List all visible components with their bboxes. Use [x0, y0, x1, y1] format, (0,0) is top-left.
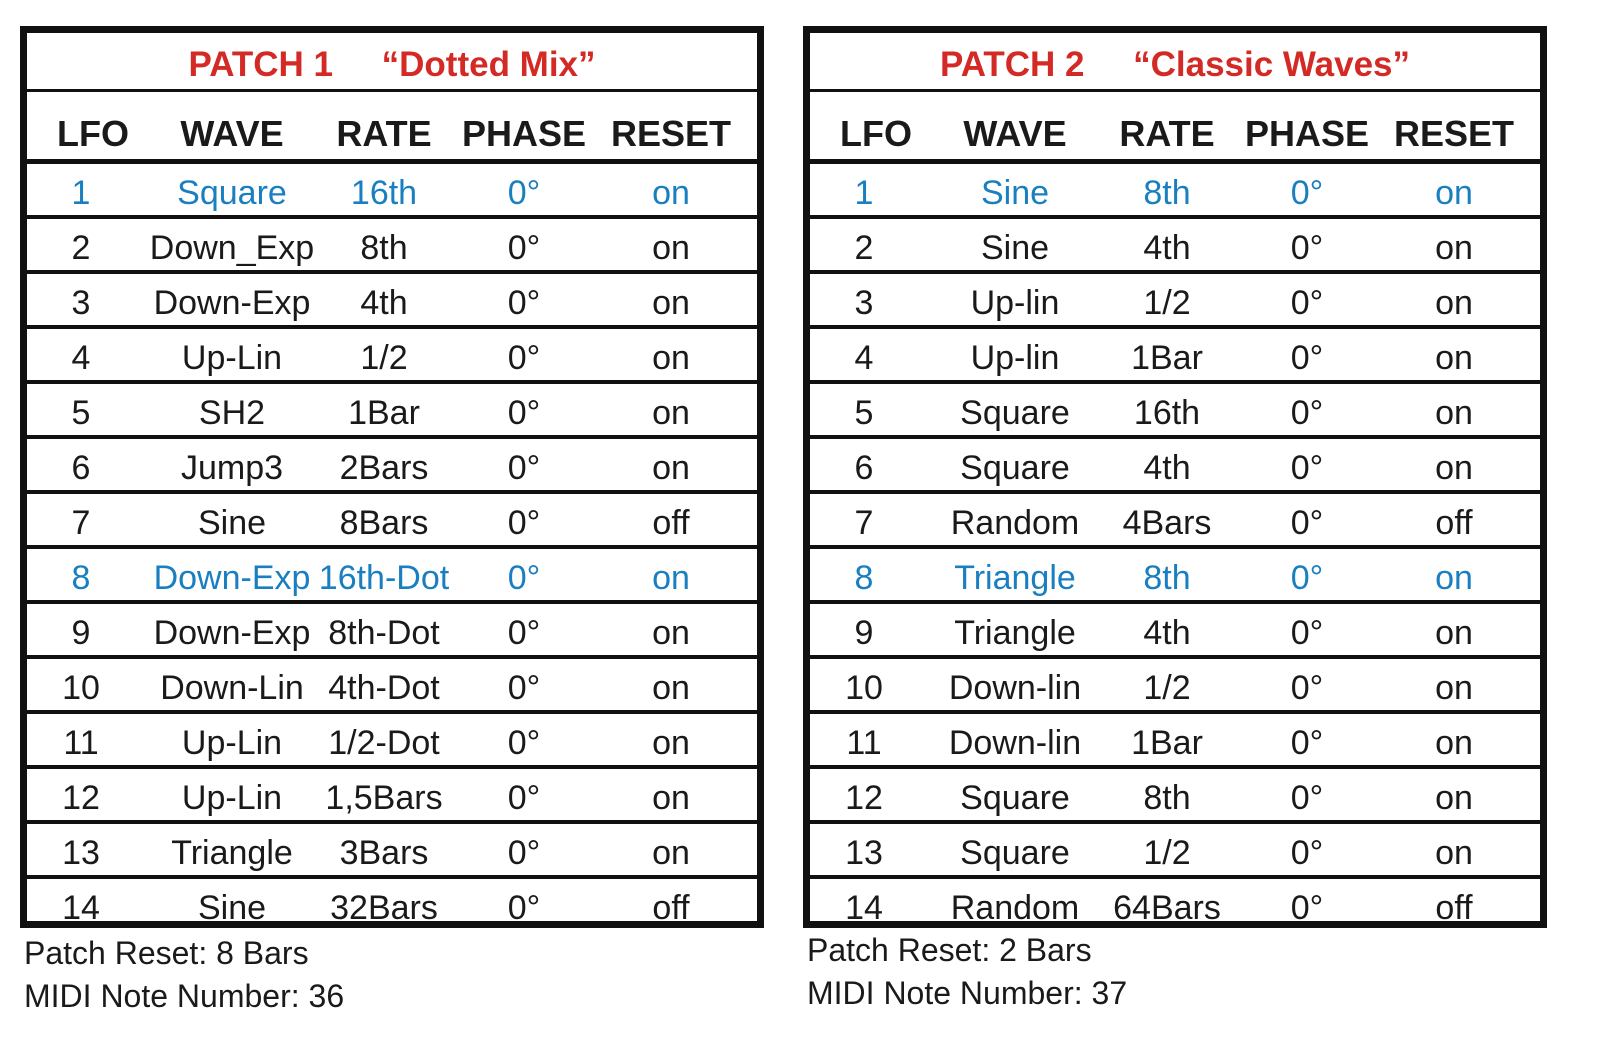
table-row — [27, 219, 757, 274]
table-row — [810, 274, 1540, 329]
rate-cell: 1Bar — [1131, 724, 1203, 762]
phase-cell: 0° — [507, 834, 541, 872]
patch-2-table — [803, 26, 1547, 928]
rate-cell: 1/2-Dot — [328, 724, 440, 762]
wave-cell: Triangle — [171, 834, 293, 872]
lfo-cell: 3 — [854, 284, 874, 322]
lfo-cell: 14 — [845, 889, 883, 927]
col-header-wave: WAVE — [180, 113, 284, 154]
table-row — [27, 439, 757, 494]
rate-cell: 16th — [1133, 394, 1201, 432]
table-row — [27, 329, 757, 384]
phase-cell: 0° — [507, 724, 541, 762]
phase-cell: 0° — [507, 779, 541, 817]
rate-cell: 8Bars — [339, 504, 429, 542]
rate-cell: 8th-Dot — [328, 614, 440, 652]
wave-cell: Square — [960, 779, 1070, 817]
table-row — [27, 714, 757, 769]
lfo-cell: 2 — [71, 229, 91, 267]
reset-cell: on — [1435, 669, 1473, 707]
wave-cell: Down-lin — [948, 669, 1082, 707]
rate-cell: 4th-Dot — [328, 669, 440, 707]
phase-cell: 0° — [507, 889, 541, 927]
lfo-cell: 5 — [71, 394, 91, 432]
lfo-cell: 11 — [846, 724, 882, 762]
rate-cell: 1/2 — [1143, 284, 1191, 322]
wave-cell: Up-lin — [970, 339, 1060, 377]
phase-cell: 0° — [507, 669, 541, 707]
reset-cell: on — [652, 394, 690, 432]
wave-cell: Triangle — [954, 614, 1076, 652]
patch-1-midi-note: MIDI Note Number: 36 — [24, 978, 345, 1014]
wave-cell: Down-Exp — [153, 284, 311, 322]
wave-cell: Square — [960, 394, 1070, 432]
rate-cell: 1/2 — [1143, 834, 1191, 872]
reset-cell: on — [652, 284, 690, 322]
col-header-phase: PHASE — [1244, 113, 1370, 154]
reset-cell: on — [1435, 614, 1473, 652]
reset-cell: off — [652, 889, 690, 927]
phase-cell: 0° — [1290, 614, 1324, 652]
col-header-wave: WAVE — [963, 113, 1067, 154]
reset-cell: on — [1435, 394, 1473, 432]
lfo-cell: 7 — [854, 504, 874, 542]
wave-cell: Square — [960, 449, 1070, 487]
phase-cell: 0° — [1290, 669, 1324, 707]
col-header-reset: RESET — [610, 113, 732, 154]
phase-cell: 0° — [507, 559, 541, 597]
reset-cell: on — [652, 559, 690, 597]
lfo-cell: 3 — [71, 284, 91, 322]
rate-cell: 4th — [1143, 449, 1191, 487]
phase-cell: 0° — [1290, 284, 1324, 322]
lfo-cell: 1 — [71, 174, 91, 212]
col-header-phase: PHASE — [461, 113, 587, 154]
reset-cell: on — [1435, 724, 1473, 762]
patch-1-title: PATCH 1 “Dotted Mix” — [27, 33, 757, 92]
lfo-cell: 11 — [63, 724, 99, 762]
lfo-cell: 6 — [71, 449, 91, 487]
wave-cell: Sine — [197, 889, 267, 927]
col-header-lfo: LFO — [840, 113, 912, 154]
patch-1-table — [20, 26, 764, 928]
table-row — [810, 659, 1540, 714]
phase-cell: 0° — [507, 614, 541, 652]
col-header-rate: RATE — [336, 113, 432, 154]
reset-cell: off — [1435, 504, 1473, 542]
reset-cell: on — [652, 339, 690, 377]
phase-cell: 0° — [1290, 889, 1324, 927]
lfo-cell: 7 — [71, 504, 91, 542]
table-row — [810, 329, 1540, 384]
rate-cell: 3Bars — [339, 834, 429, 872]
reset-cell: off — [1435, 889, 1473, 927]
lfo-cell: 9 — [854, 614, 874, 652]
table-row — [27, 604, 757, 659]
wave-cell: Down_Exp — [149, 229, 315, 267]
patch-1-panel — [20, 26, 764, 1014]
lfo-cell: 10 — [62, 669, 100, 707]
wave-cell: Down-Exp — [153, 614, 311, 652]
rate-cell: 8th — [360, 229, 408, 267]
rate-cell: 8th — [1143, 779, 1191, 817]
table-row — [27, 769, 757, 824]
lfo-cell: 13 — [62, 834, 100, 872]
reset-cell: on — [1435, 284, 1473, 322]
lfo-cell: 8 — [854, 559, 874, 597]
patch-2-header-row — [810, 92, 1540, 164]
lfo-cell: 10 — [845, 669, 883, 707]
lfo-cell: 14 — [62, 889, 100, 927]
rate-cell: 64Bars — [1113, 889, 1221, 927]
patch-2-title: PATCH 2 “Classic Waves” — [810, 33, 1540, 92]
reset-cell: on — [1435, 834, 1473, 872]
reset-cell: on — [1435, 449, 1473, 487]
rate-cell: 2Bars — [339, 449, 429, 487]
wave-cell: Random — [950, 889, 1080, 927]
wave-cell: Up-Lin — [181, 339, 283, 377]
table-row — [27, 494, 757, 549]
rate-cell: 4Bars — [1122, 504, 1212, 542]
phase-cell: 0° — [507, 394, 541, 432]
rate-cell: 1,5Bars — [325, 779, 443, 817]
phase-cell: 0° — [1290, 229, 1324, 267]
reset-cell: on — [652, 669, 690, 707]
table-row — [810, 164, 1540, 219]
table-row — [810, 769, 1540, 824]
wave-cell: Up-lin — [970, 284, 1060, 322]
rate-cell: 1/2 — [360, 339, 408, 377]
wave-cell: Random — [950, 504, 1080, 542]
wave-cell: Triangle — [954, 559, 1076, 597]
table-row — [810, 824, 1540, 879]
col-header-rate: RATE — [1119, 113, 1215, 154]
reset-cell: on — [652, 449, 690, 487]
reset-cell: on — [652, 614, 690, 652]
lfo-cell: 9 — [71, 614, 91, 652]
wave-cell: Down-lin — [948, 724, 1082, 762]
patch-2-rows — [810, 164, 1540, 941]
lfo-cell: 2 — [854, 229, 874, 267]
patch-2-reset-note: Patch Reset: 2 Bars — [807, 932, 1092, 968]
rate-cell: 8th — [1143, 174, 1191, 212]
wave-cell: Sine — [197, 504, 267, 542]
lfo-cell: 1 — [854, 174, 874, 212]
table-row — [810, 494, 1540, 549]
rate-cell: 1Bar — [1131, 339, 1203, 377]
table-row — [810, 439, 1540, 494]
rate-cell: 8th — [1143, 559, 1191, 597]
patch-1-reset-note: Patch Reset: 8 Bars — [24, 935, 309, 971]
phase-cell: 0° — [507, 449, 541, 487]
reset-cell: on — [652, 229, 690, 267]
rate-cell: 16th — [350, 174, 418, 212]
lfo-cell: 5 — [854, 394, 874, 432]
wave-cell: Down-Lin — [160, 669, 304, 707]
phase-cell: 0° — [1290, 779, 1324, 817]
table-row — [27, 274, 757, 329]
reset-cell: off — [652, 504, 690, 542]
col-header-lfo: LFO — [57, 113, 129, 154]
rate-cell: 1Bar — [348, 394, 420, 432]
phase-cell: 0° — [507, 504, 541, 542]
wave-cell: Sine — [980, 174, 1050, 212]
table-row — [810, 604, 1540, 659]
reset-cell: on — [1435, 779, 1473, 817]
lfo-cell: 8 — [71, 559, 91, 597]
phase-cell: 0° — [507, 284, 541, 322]
phase-cell: 0° — [507, 229, 541, 267]
table-row — [810, 549, 1540, 604]
table-row — [27, 824, 757, 879]
reset-cell: on — [1435, 229, 1473, 267]
phase-cell: 0° — [507, 339, 541, 377]
reset-cell: on — [1435, 559, 1473, 597]
table-row — [27, 659, 757, 714]
phase-cell: 0° — [1290, 504, 1324, 542]
rate-cell: 16th-Dot — [318, 559, 450, 597]
rate-cell: 4th — [360, 284, 408, 322]
table-row — [27, 164, 757, 219]
lfo-cell: 12 — [62, 779, 100, 817]
lfo-cell: 4 — [854, 339, 874, 377]
wave-cell: SH2 — [198, 394, 266, 432]
rate-cell: 4th — [1143, 614, 1191, 652]
table-row — [810, 384, 1540, 439]
reset-cell: on — [1435, 174, 1473, 212]
phase-cell: 0° — [1290, 339, 1324, 377]
rate-cell: 4th — [1143, 229, 1191, 267]
patch-1-rows — [27, 164, 757, 941]
wave-cell: Sine — [980, 229, 1050, 267]
reset-cell: on — [652, 174, 690, 212]
table-row — [27, 384, 757, 439]
lfo-cell: 6 — [854, 449, 874, 487]
patch-2-midi-note: MIDI Note Number: 37 — [807, 975, 1128, 1011]
lfo-cell: 4 — [71, 339, 91, 377]
wave-cell: Square — [960, 834, 1070, 872]
rate-cell: 1/2 — [1143, 669, 1191, 707]
reset-cell: on — [652, 779, 690, 817]
phase-cell: 0° — [1290, 559, 1324, 597]
phase-cell: 0° — [1290, 724, 1324, 762]
col-header-reset: RESET — [1393, 113, 1515, 154]
reset-cell: on — [1435, 339, 1473, 377]
reset-cell: on — [652, 834, 690, 872]
table-row — [27, 549, 757, 604]
phase-cell: 0° — [1290, 449, 1324, 487]
phase-cell: 0° — [1290, 394, 1324, 432]
patch-1-header-row — [27, 92, 757, 164]
wave-cell: Square — [177, 174, 287, 212]
table-row — [810, 714, 1540, 769]
table-row — [810, 219, 1540, 274]
reset-cell: on — [652, 724, 690, 762]
wave-cell: Up-Lin — [181, 724, 283, 762]
phase-cell: 0° — [1290, 174, 1324, 212]
rate-cell: 32Bars — [330, 889, 438, 927]
patch-2-panel — [803, 26, 1547, 1011]
phase-cell: 0° — [1290, 834, 1324, 872]
wave-cell: Up-Lin — [181, 779, 283, 817]
lfo-cell: 13 — [845, 834, 883, 872]
wave-cell: Down-Exp — [153, 559, 311, 597]
lfo-cell: 12 — [845, 779, 883, 817]
phase-cell: 0° — [507, 174, 541, 212]
wave-cell: Jump3 — [180, 449, 284, 487]
